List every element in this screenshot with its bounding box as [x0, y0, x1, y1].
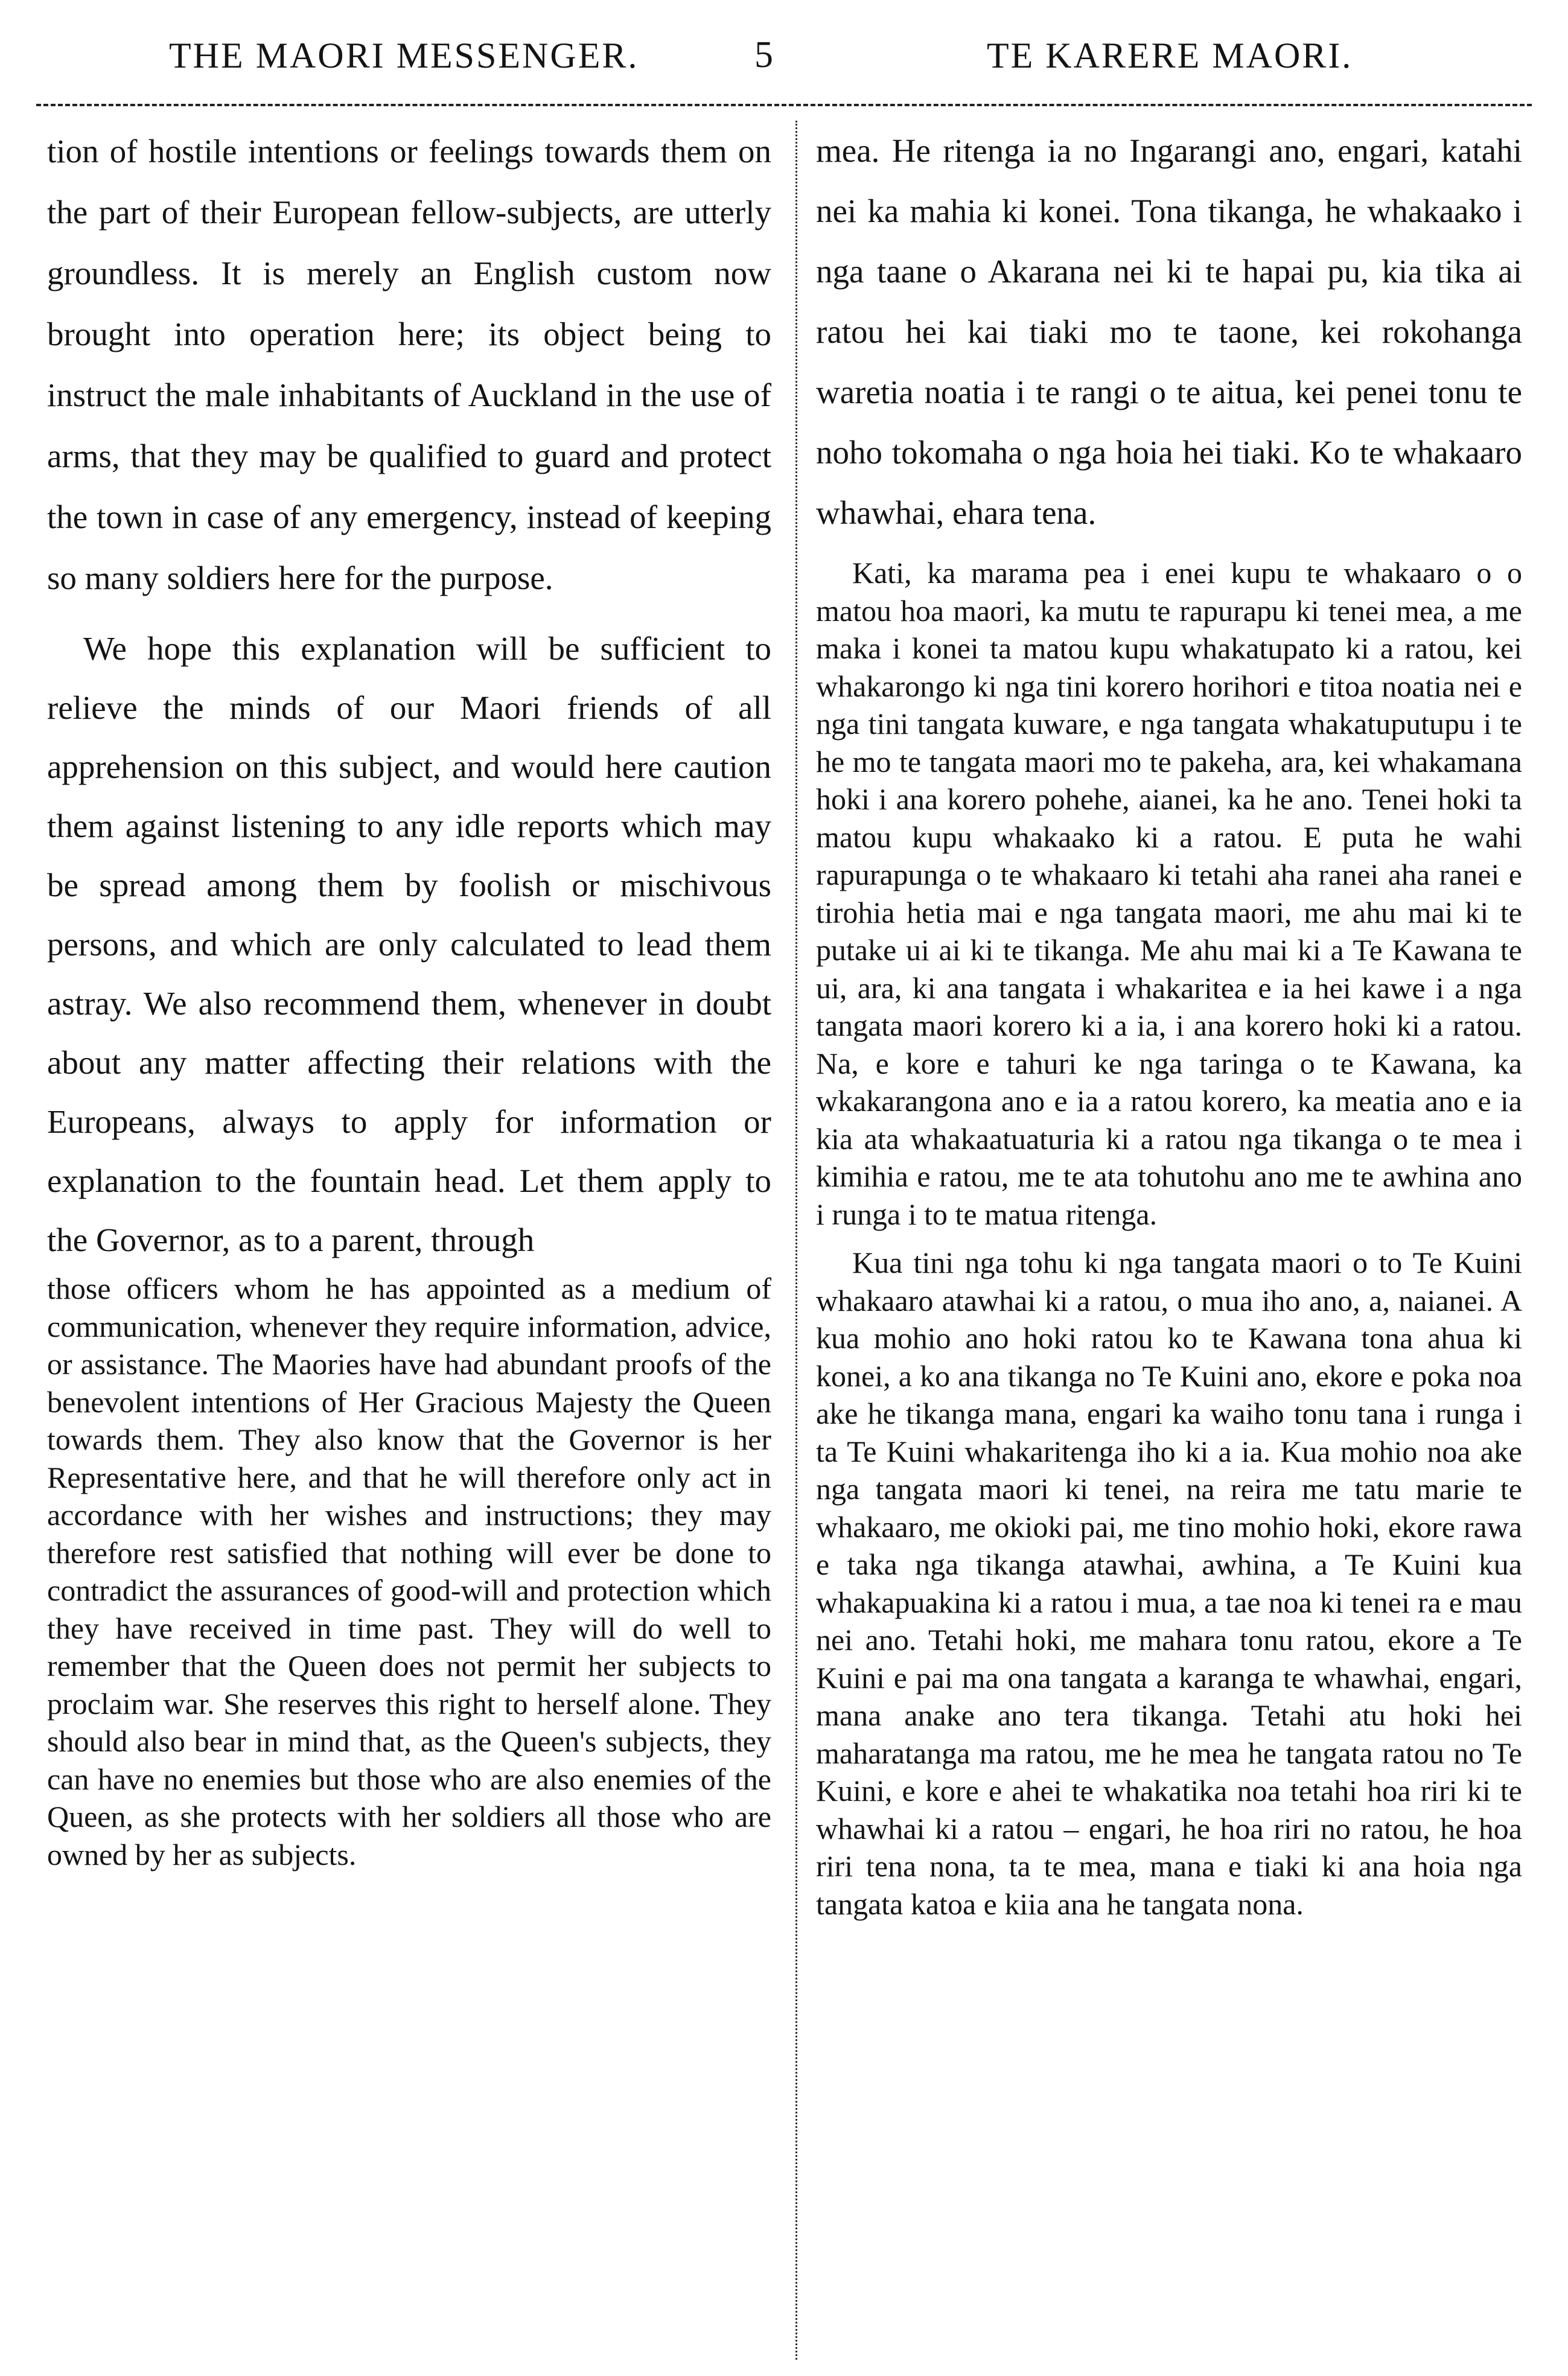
header-rule — [36, 104, 1532, 106]
english-column — [47, 121, 771, 1884]
page-number: 5 — [754, 34, 773, 75]
maori-paragraph-1: mea. He ritenga ia no Ingarangi ano, engari, katahi nei ka mahia ki konei. Tona tikanga, he whakaako i nga taane o Akarana nei ki te hapai pu, kia tika ai ratou hei kai tiaki mo te taone, kei rokohanga waretia noatia i te rangi o te aitua, kei penei tonu te noho tokomaha o nga hoia hei tiaki. Ko te whakaaro whawhai, ehara tena. — [816, 132, 1522, 531]
english-paragraph-1: tion of hostile intentions or feelings towards them on the part of their European fellow-subjects, are utterly groundless. It is merely an English custom now brought into operation here; its object being to instruct the male inhabitants of Auckland in the use of arms, that they may be qualified to guard and protect the town in case of any emergency, instead of keeping so many soldiers here for the purpose. — [47, 133, 771, 596]
maori-paragraph-3: Kua tini nga tohu ki nga tangata maori o to Te Kuini whakaaro atawhai ki a ratou, o mua iho ano, a, naianei. A kua mohio ano hoki ratou ko te Kawana tona ahua ki konei, a ko ana tikanga no Te Kuini ano, ekore e poka noa ake he tikanga mana, engari ka waiho tonu tana i runga i ta Te Kuini whakaritenga iho ki a ia. Kua mohio noa ake nga tangata maori ki tenei, na reira me tatu marie te whakaaro, me okioki pai, me tino mohio hoki, ekore rawa e taka nga tikanga atawhai, awhina, a Te Kuini kua whakapuakina ki a ratou i mua, a tae noa ki tenei ra e mau nei ano. Tetahi hoki, me mahara tonu ratou, ekore a Te Kuini e pai ma ona tangata a karanga te whawhai, engari, mana anake ano tera tikanga. Tetahi atu hoki hei maharatanga ma ratou, me he mea he tangata ratou no Te Kuini, e kore e ahei te whakatika noa tetahi hoa riri ki te whawhai ki a ratou – engari, he hoa riri no ratou, he hoa riri tena nona, ta te mea, mana e tiaki ki ana hoia nga tangata katoa e kiia ana he tangata nona. — [816, 1246, 1522, 1921]
maori-paragraph-2: Kati, ka marama pea i enei kupu te whakaaro o o matou hoa maori, ka mutu te rapurapu ki tenei mea, a me maka i konei ta matou kupu whakatupato ki a ratou, kei whakarongo ki nga tini korero horihori e titoa noatia nei e nga tini tangata kuware, e nga tangata whakatuputupu i te he mo te tangata maori mo te pakeha, ara, kei whakamana hoki i ana korero pohehe, aianei, ka he ano. Tenei hoki ta matou kupu whakaako ki a ratou. E puta he wahi rapurapunga o te whakaaro ki tetahi aha ranei aha ranei e tirohia hetia mai e nga tangata maori, me ahu mai ki te putake ui ai ki te tikanga. Me ahu mai ki a Te Kawana te ui, ara, ki ana tangata i whakaritea e ia hei kawe i a nga tangata maori korero ki a ia, i ana korero hoki ki a ratou. Na, e kore e tahuri ke nga taringa o te Kawana, ka wkakarangona ano e ia a ratou korero, ka meatia ano e ia kia ata whakaatuaturia ki a ratou nga tikanga o te mea i kimihia e ratou, me te ata tohutohu ano me te awhina ano i runga i to te matua ritenga. — [816, 556, 1522, 1231]
page-header — [36, 24, 1532, 97]
header-english-title: THE MAORI MESSENGER. — [169, 36, 639, 75]
maori-column — [816, 121, 1522, 1934]
header-maori-title: TE KARERE MAORI. — [987, 36, 1353, 75]
column-divider — [795, 121, 797, 2360]
english-paragraph-2-continued: those officers whom he has appointed as a medium of communication, whenever they require information, advice, or assistance. The Maories have had abundant proofs of the benevolent intentions of Her Gracious Majesty the Queen towards them. They also know that the Governor is her Representative here, and that he will therefore only act in accordance with her wishes and instructions; they may therefore rest satisfied that nothing will ever be done to contradict the assurances of good-will and protection which they have received in time past. They will do well to remember that the Queen does not permit her subjects to proclaim war. She reserves this right to herself alone. They should also bear in mind that, as the Queen's subjects, they can have no enemies but those who are also enemies of the Queen, as she protects with her soldiers all those who are owned by her as subjects. — [47, 1272, 771, 1871]
english-paragraph-2: We hope this explanation will be sufficient to relieve the minds of our Maori friends of all apprehension on this subject, and would here caution them against listening to any idle reports which may be spread among them by foolish or mischivous persons, and which are only calculated to lead them astray. We also recommend them, whenever in doubt about any matter affecting their relations with the Europeans, always to apply for information or explanation to the fountain head. Let them apply to the Governor, as to a parent, through — [47, 630, 771, 1258]
